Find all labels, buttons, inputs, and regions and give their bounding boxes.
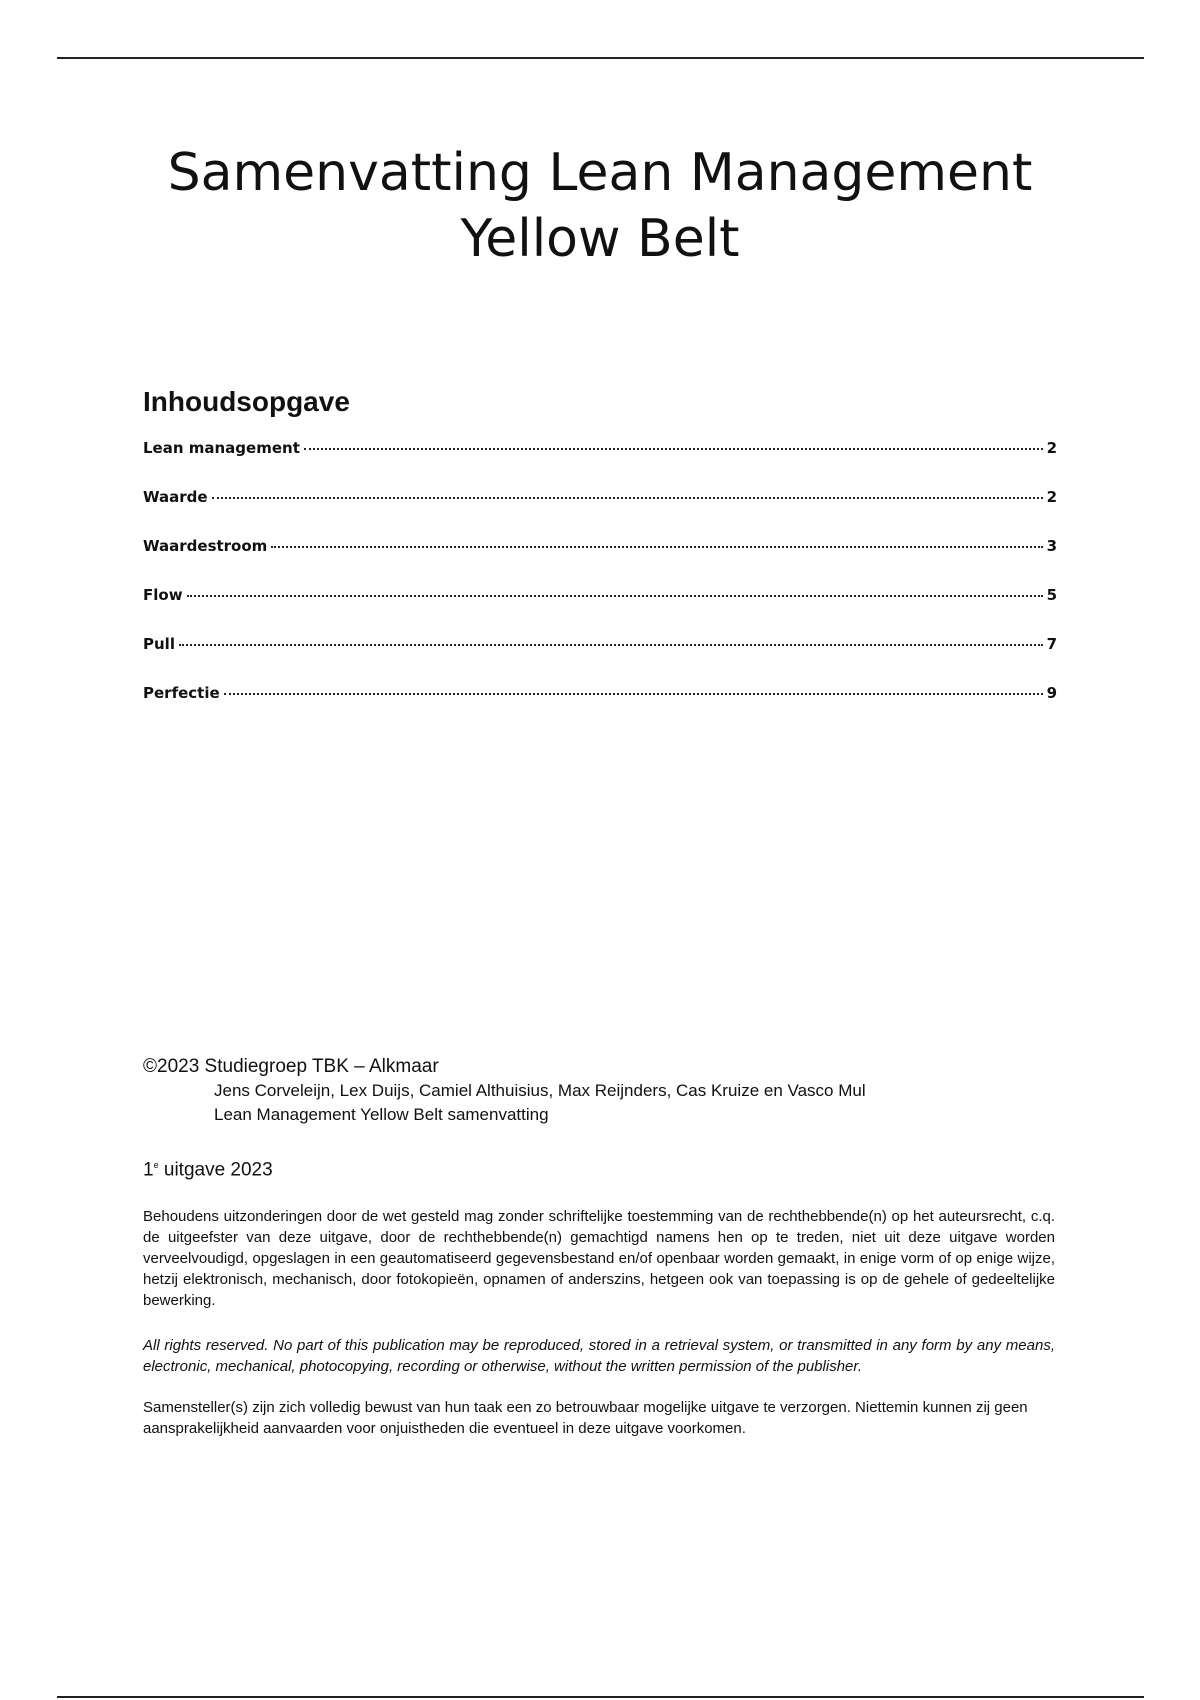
edition-number: 1	[143, 1159, 154, 1181]
toc-entry-label: Perfectie	[143, 684, 220, 702]
toc-leader-dots	[212, 497, 1043, 499]
colophon	[143, 1055, 1055, 1439]
toc-entry-page: 3	[1046, 537, 1057, 555]
toc-leader-dots	[187, 595, 1043, 597]
toc-entry-label: Pull	[143, 635, 175, 653]
toc-entry-page: 2	[1046, 439, 1057, 457]
toc-heading: Inhoudsopgave	[143, 386, 350, 417]
edition-text: uitgave 2023	[158, 1159, 273, 1181]
disclaimer: Samensteller(s) zijn zich volledig bewust van hun taak een zo betrouwbaar mogelijke uitgave te verzorgen. Niettemin kunnen zij geen aansprakelijkheid aanvaarden voor onjuistheden die eventueel in deze uitgave voorkomen.	[143, 1399, 1028, 1438]
document-title-line1: Samenvatting Lean Management	[167, 143, 1033, 203]
toc-entry-page: 5	[1046, 586, 1057, 604]
toc-leader-dots	[224, 693, 1043, 695]
toc-leader-dots	[179, 644, 1043, 646]
toc-leader-dots	[304, 448, 1043, 450]
toc-entry-flow[interactable]	[143, 586, 1057, 635]
edition-line	[143, 1153, 1055, 1182]
toc-entry-lean-management[interactable]	[143, 439, 1057, 488]
document-title-line2: Yellow Belt	[460, 209, 740, 269]
toc-entry-perfectie[interactable]	[143, 684, 1057, 733]
toc-leader-dots	[271, 546, 1042, 548]
subtitle-line: Lean Management Yellow Belt samenvatting	[214, 1105, 549, 1124]
copyright-line: ©2023 Studiegroep TBK – Alkmaar	[143, 1056, 439, 1077]
legal-notice-dutch: Behoudens uitzonderingen door de wet gesteld mag zonder schriftelijke toestemming van de rechthebbende(n) op het auteursrecht, c.q. de uitgeefster van deze uitgave, door de rechthebbende(n) gemachtigd namens hen op te treden, niet uit deze uitgave worden verveelvoudigd, opgeslagen in een geautomatiseerd gegevensbestand en/of openbaar worden gemaakt, in enige vorm of op enige wijze, hetzij elektronisch, mechanisch, door fotokopieën, opnamen of anderszins, hetgeen ook van toepassing is op de gehele of gedeeltelijke bewerking.	[143, 1208, 1055, 1310]
toc-entry-waarde[interactable]	[143, 488, 1057, 537]
toc-entry-label: Flow	[143, 586, 183, 604]
header-rule	[57, 57, 1144, 59]
toc-list	[143, 439, 1057, 733]
toc-entry-page: 9	[1046, 684, 1057, 702]
document-title	[100, 140, 1100, 272]
toc-entry-label: Waardestroom	[143, 537, 268, 555]
edition-suffix: e	[153, 1160, 159, 1170]
toc-entry-page: 2	[1046, 488, 1057, 506]
toc-entry-label: Waarde	[143, 488, 208, 506]
legal-notice-english: All rights reserved. No part of this publication may be reproduced, stored in a retrieval system, or transmitted in any form by any means, electronic, mechanical, photocopying, recording or otherwise, without the written permission of the publisher.	[143, 1337, 1055, 1376]
toc-entry-label: Lean management	[143, 439, 300, 457]
authors-line: Jens Corveleijn, Lex Duijs, Camiel Althuisius, Max Reijnders, Cas Kruize en Vasco Mul	[214, 1081, 866, 1100]
toc-entry-page: 7	[1046, 635, 1057, 653]
table-of-contents	[143, 385, 1057, 733]
footer-rule	[57, 1696, 1144, 1698]
toc-entry-waardestroom[interactable]	[143, 537, 1057, 586]
toc-entry-pull[interactable]	[143, 635, 1057, 684]
